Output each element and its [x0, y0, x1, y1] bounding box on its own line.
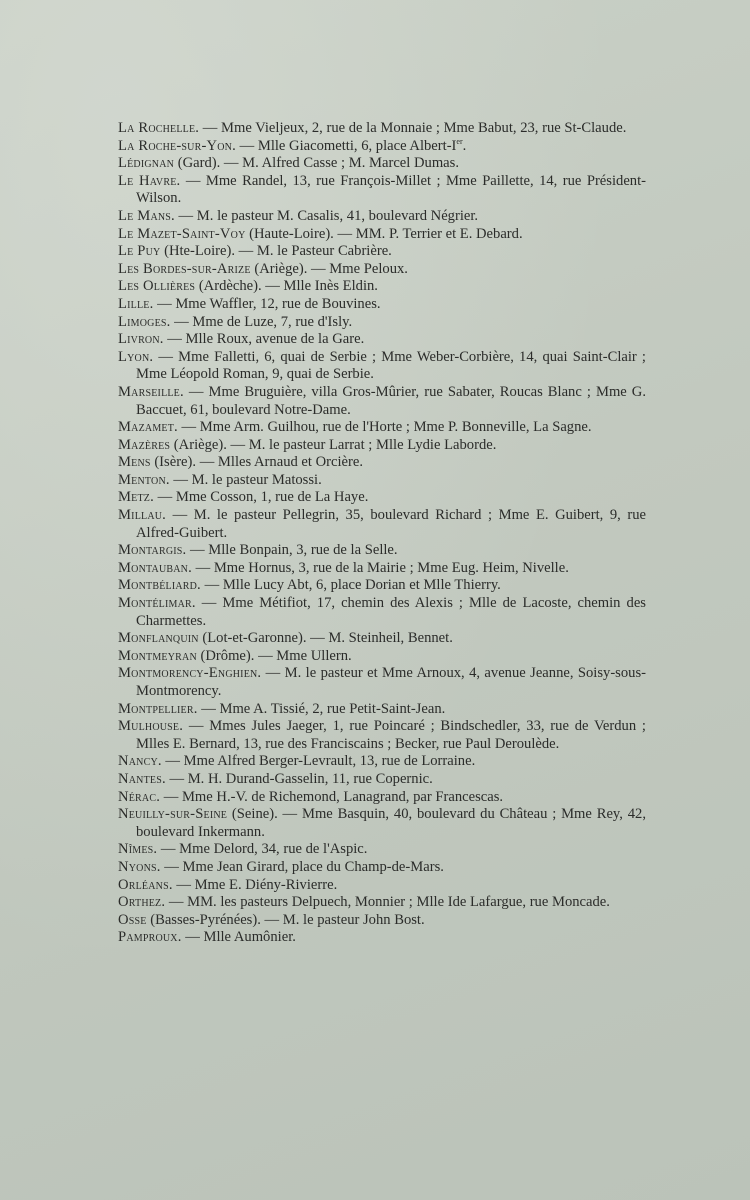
- entry-contact-text: — Mme Jean Girard, place du Champ-de-Mars.: [160, 858, 444, 875]
- entry-place-name: Montmeyran: [118, 647, 197, 664]
- entry-place-name: Nîmes.: [118, 841, 158, 858]
- entry-place-name: Nancy.: [118, 753, 162, 770]
- entry-place-name: Mazères: [118, 436, 171, 453]
- directory-entry: [118, 630, 646, 648]
- entry-contact-text: — Mme Cosson, 1, rue de La Haye.: [153, 489, 369, 506]
- entry-contact-text: — Mme A. Tissié, 2, rue Petit-Saint-Jean.: [197, 700, 446, 717]
- entry-contact-text: (Basses-Pyrénées). — M. le pasteur John Bost.: [146, 911, 425, 928]
- entry-place-name: Le Mazet-Saint-Voy: [118, 225, 246, 242]
- entry-place-name: Metz.: [118, 489, 154, 506]
- directory-entry: [118, 894, 646, 912]
- entry-superscript: er: [456, 136, 463, 146]
- entry-place-name: Montauban.: [118, 559, 192, 576]
- entry-place-name: Montbéliard.: [118, 577, 201, 594]
- entry-place-name: Menton.: [118, 471, 170, 488]
- entry-place-name: Millau.: [118, 507, 167, 524]
- directory-entry: [118, 859, 646, 877]
- entry-contact-text: (Ardèche). — Mlle Inès Eldin.: [195, 278, 378, 295]
- entry-contact-text: — Mme H.-V. de Richemond, Lanagrand, par Francescas.: [160, 788, 504, 805]
- entry-place-name: Nantes.: [118, 770, 166, 787]
- entry-contact-text: — Mlle Roux, avenue de la Gare.: [163, 331, 365, 348]
- directory-entry: [118, 454, 646, 472]
- entry-contact-text: — M. le pasteur et Mme Arnoux, 4, avenue Jeanne, Soisy-sous-Montmorency.: [136, 665, 646, 699]
- directory-entry: [118, 665, 646, 700]
- entry-place-name: Osse: [118, 911, 147, 928]
- entry-place-name: Montmorency-Enghien.: [118, 665, 262, 682]
- directory-entry: [118, 771, 646, 789]
- directory-entry: [118, 419, 646, 437]
- directory-entry: [118, 789, 646, 807]
- entry-place-name: Le Mans.: [118, 207, 175, 224]
- directory-entry: [118, 226, 646, 244]
- entry-place-name: Les Ollières: [118, 278, 196, 295]
- entry-place-name: Lédignan: [118, 155, 175, 172]
- entry-place-name: Livron.: [118, 331, 164, 348]
- entry-place-name: Mulhouse.: [118, 718, 184, 735]
- entry-place-name: Le Puy: [118, 243, 161, 260]
- directory-entry: [118, 542, 646, 560]
- directory-entry: [118, 806, 646, 841]
- directory-entry: [118, 577, 646, 595]
- directory-entry: [118, 314, 646, 332]
- entry-place-name: Orthez.: [118, 894, 166, 911]
- entry-contact-text: — Mlle Aumônier.: [181, 929, 296, 946]
- entry-place-name: Neuilly-sur-Seine: [118, 806, 228, 823]
- entry-contact-text: — M. H. Durand-Gasselin, 11, rue Copernic.: [165, 770, 433, 787]
- directory-entry: [118, 648, 646, 666]
- entry-contact-text: — Mmes Jules Jaeger, 1, rue Poincaré ; Bindschedler, 33, rue de Verdun ; Mlles E. Bernard, 13, rue des Franciscains ; Becker, rue Paul Deroulède.: [136, 718, 646, 752]
- entry-place-name: Lyon.: [118, 348, 154, 365]
- entry-place-name: Monflanquin: [118, 630, 199, 647]
- entry-place-name: Nyons.: [118, 858, 161, 875]
- entry-contact-text: — M. le pasteur Matossi.: [169, 471, 322, 488]
- entry-place-name: Montargis.: [118, 542, 187, 559]
- entry-contact-text: — M. le pasteur M. Casalis, 41, boulevard Négrier.: [174, 207, 479, 224]
- entry-contact-text: — Mlle Bonpain, 3, rue de la Selle.: [186, 542, 398, 559]
- entry-place-name: La Rochelle.: [118, 120, 200, 136]
- directory-entry: [118, 384, 646, 419]
- entry-place-name: Orléans.: [118, 876, 173, 893]
- entry-contact-text: (Haute-Loire). — MM. P. Terrier et E. Debard.: [245, 225, 523, 242]
- directory-entry: [118, 349, 646, 384]
- entry-contact-text: — M. le pasteur Pellegrin, 35, boulevard Richard ; Mme E. Guibert, 9, rue Alfred-Guibert.: [136, 507, 646, 541]
- directory-entry: [118, 278, 646, 296]
- entry-contact-text: (Ariège). — M. le pasteur Larrat ; Mlle Lydie Laborde.: [170, 436, 497, 453]
- entry-contact-text: — Mme Delord, 34, rue de l'Aspic.: [157, 841, 368, 858]
- entry-place-name: Lille.: [118, 295, 154, 312]
- entry-contact-text: — Mme E. Diény-Rivierre.: [172, 876, 338, 893]
- directory-entry: [118, 208, 646, 226]
- entry-contact-text: — Mme Bruguière, villa Gros-Mûrier, rue Sabater, Roucas Blanc ; Mme G. Baccuet, 61, boulevard Notre-Dame.: [136, 383, 646, 418]
- directory-entry: [118, 489, 646, 507]
- directory-entry: [118, 331, 646, 349]
- entry-place-name: Limoges.: [118, 313, 171, 330]
- entry-contact-text: — Mme Randel, 13, rue François-Millet ; Mme Paillette, 14, rue Président-Wilson.: [136, 172, 647, 207]
- entry-tail: .: [462, 137, 467, 154]
- entry-contact-text: (Hte-Loire). — M. le Pasteur Cabrière.: [160, 243, 392, 260]
- entry-contact-text: (Isère). — Mlles Arnaud et Orcière.: [150, 454, 364, 471]
- entry-place-name: Les Bordes-sur-Arize: [118, 260, 251, 277]
- directory-entry: [118, 138, 646, 156]
- entry-contact-text: (Lot-et-Garonne). — M. Steinheil, Bennet.: [198, 630, 453, 647]
- directory-entry: [118, 243, 646, 261]
- directory-entry: [118, 701, 646, 719]
- entry-place-name: Mazamet.: [118, 419, 178, 436]
- entry-contact-text: — Mme Hornus, 3, rue de la Mairie ; Mme Eug. Heim, Nivelle.: [191, 559, 569, 576]
- directory-entry: [118, 929, 646, 947]
- entry-place-name: Montélimar.: [118, 595, 196, 612]
- directory-entry: [118, 155, 646, 173]
- entry-contact-text: (Ariège). — Mme Peloux.: [250, 260, 408, 277]
- entry-place-name: La Roche-sur-Yon.: [118, 137, 236, 154]
- directory-entry: [118, 718, 646, 753]
- entry-place-name: Montpellier.: [118, 700, 198, 717]
- directory-entry: [118, 173, 646, 208]
- entry-contact-text: (Gard). — M. Alfred Casse ; M. Marcel Dumas.: [174, 155, 459, 172]
- entry-contact-text: (Drôme). — Mme Ullern.: [196, 647, 352, 664]
- entry-contact-text: — Mme de Luze, 7, rue d'Isly.: [170, 313, 353, 330]
- entry-contact-text: — Mme Alfred Berger-Levrault, 13, rue de Lorraine.: [161, 753, 476, 770]
- entry-place-name: Marseille.: [118, 383, 184, 400]
- entry-contact-text: — Mme Vieljeux, 2, rue de la Monnaie ; Mme Babut, 23, rue St-Claude.: [199, 120, 627, 136]
- entry-contact-text: — Mlle Lucy Abt, 6, place Dorian et Mlle Thierry.: [200, 577, 501, 594]
- directory-entry: [118, 753, 646, 771]
- directory-entry: [118, 877, 646, 895]
- entry-contact-text: — Mme Falletti, 6, quai de Serbie ; Mme Weber-Corbière, 14, quai Saint-Clair ; Mme Léopold Roman, 9, quai de Serbie.: [136, 348, 646, 383]
- entry-contact-text: — Mme Métifiot, 17, chemin des Alexis ; Mlle de Lacoste, chemin des Charmettes.: [136, 595, 646, 629]
- entry-contact-text: — MM. les pasteurs Delpuech, Monnier ; Mlle Ide Lafargue, rue Moncade.: [165, 894, 610, 911]
- directory-entry: [118, 841, 646, 859]
- entry-place-name: Nérac.: [118, 788, 161, 805]
- directory-entry: [118, 296, 646, 314]
- directory-entry: [118, 261, 646, 279]
- entry-contact-text: — Mme Arm. Guilhou, rue de l'Horte ; Mme P. Bonneville, La Sagne.: [177, 419, 592, 436]
- directory-entry: [118, 120, 646, 138]
- entry-contact-text: — Mme Waffler, 12, rue de Bouvines.: [153, 295, 381, 312]
- directory-entry: [118, 560, 646, 578]
- entry-contact-text: (Seine). — Mme Basquin, 40, boulevard du Château ; Mme Rey, 42, boulevard Inkermann.: [136, 806, 646, 840]
- entry-place-name: Pamproux.: [118, 929, 182, 946]
- entry-place-name: Mens: [118, 454, 151, 471]
- directory-entry: [118, 595, 646, 630]
- directory-entry: [118, 437, 646, 455]
- entry-contact-text: — Mlle Giacometti, 6, place Albert-I: [235, 137, 457, 154]
- directory-list: [118, 120, 646, 947]
- directory-entry: [118, 912, 646, 930]
- directory-entry: [118, 507, 646, 542]
- directory-entry: [118, 472, 646, 490]
- entry-place-name: Le Havre.: [118, 172, 181, 189]
